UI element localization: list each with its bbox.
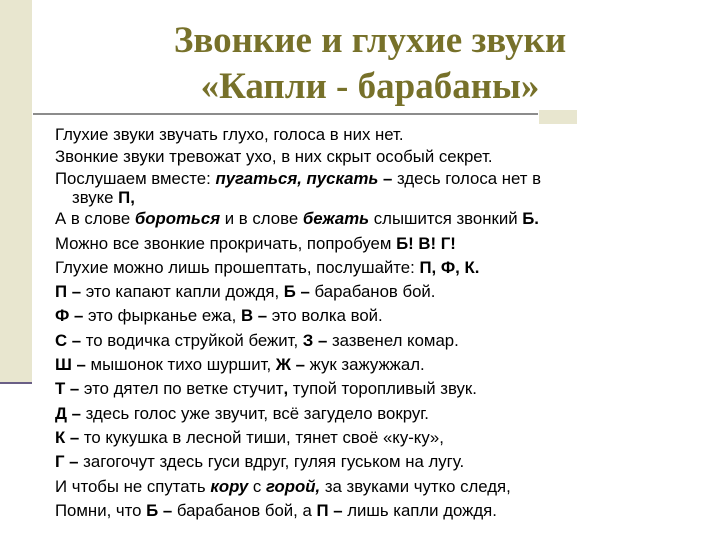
slide-title <box>110 18 630 110</box>
poem-line-9 <box>55 329 710 353</box>
poem-line-15 <box>55 475 710 499</box>
poem-line-3-continuation <box>55 189 710 207</box>
emphasis-run: бороться <box>134 209 221 229</box>
text-run: мышонок тихо шуршит, <box>90 355 276 375</box>
bold-run: П – <box>55 282 86 302</box>
text-run: это капают капли дождя, <box>85 282 284 302</box>
emphasis-run: пугаться, пускать <box>215 169 379 189</box>
text-run: это волка вой. <box>271 306 383 326</box>
text-run: Глухие можно лишь прошептать, послушайте: <box>55 257 420 277</box>
text-run: здесь голос уже звучит, всё загудело вокруг. <box>85 403 429 423</box>
bold-run: – <box>378 169 393 189</box>
text-run: тупой торопливый звук. <box>288 379 477 399</box>
text-run: с <box>248 476 266 496</box>
bold-run: Д – <box>55 403 86 423</box>
text-run: Звонкие звуки тревожат ухо, в них скрыт особый секрет. <box>55 147 493 166</box>
text-run: то водичка струйкой бежит, <box>85 330 303 350</box>
title-divider <box>33 113 538 115</box>
text-run: лишь капли дождя. <box>347 500 497 520</box>
emphasis-run: кору <box>210 476 249 496</box>
emphasis-run: горой, <box>265 476 321 496</box>
poem-line-12 <box>55 402 710 426</box>
poem-line-1 <box>55 125 710 145</box>
text-run: загогочут здесь гуси вдруг, гуляя гуськом на лугу. <box>83 452 465 472</box>
title-line-2: «Капли - барабаны» <box>200 66 540 107</box>
bold-run: Б! В! Г! <box>396 233 456 253</box>
bold-run: Б – <box>283 282 315 302</box>
bold-run: Т – <box>55 379 84 399</box>
text-run: Помни, что <box>55 500 147 520</box>
bold-run: Г – <box>55 452 84 472</box>
bold-run: П, <box>118 188 135 208</box>
poem-body <box>55 125 710 523</box>
poem-line-3 <box>55 169 710 189</box>
bold-run: З – <box>302 330 332 350</box>
text-run: за звуками чутко следя, <box>320 476 511 496</box>
bold-run: Ш – <box>55 355 91 375</box>
text-run: звуке <box>72 188 119 208</box>
poem-line-6 <box>55 256 710 280</box>
bold-run: , <box>283 379 289 399</box>
text-run: жук зажужжал. <box>309 355 425 375</box>
text-run: Глухие звуки звучать глухо, голоса в них нет. <box>55 125 404 144</box>
poem-line-16 <box>55 499 710 523</box>
poem-line-8 <box>55 304 710 328</box>
bold-run: П – <box>316 500 348 520</box>
text-run: барабанов бой, а <box>176 500 317 520</box>
left-bar-rule <box>0 382 32 384</box>
text-run: и в слове <box>220 209 303 229</box>
text-run: И чтобы не спутать <box>55 476 211 496</box>
bold-run: Ж – <box>275 355 310 375</box>
bold-run: Ф – <box>55 306 88 326</box>
poem-line-13 <box>55 426 710 450</box>
text-run: Можно все звонкие прокричать, попробуем <box>55 233 397 253</box>
accent-box <box>539 110 577 124</box>
text-run: то кукушка в лесной тиши, тянет своё «ку-ку», <box>83 427 444 447</box>
bold-run: Б. <box>522 209 539 229</box>
bold-run: С – <box>55 330 86 350</box>
poem-line-14 <box>55 450 710 474</box>
poem-line-7 <box>55 280 710 304</box>
text-run: А в слове <box>55 209 135 229</box>
poem-line-10 <box>55 353 710 377</box>
poem-line-2 <box>55 145 710 169</box>
poem-line-5 <box>55 232 710 256</box>
bold-run: Б – <box>146 500 177 520</box>
text-run: это фырканье ежа, <box>87 306 241 326</box>
title-line-1: Звонкие и глухие звуки <box>173 20 567 61</box>
left-decorative-bar <box>0 0 32 382</box>
bold-run: В – <box>240 306 272 326</box>
poem-line-11 <box>55 377 710 401</box>
poem-line-4 <box>55 207 710 231</box>
text-run: барабанов бой. <box>314 282 436 302</box>
emphasis-run: бежать <box>302 209 370 229</box>
text-run: Послушаем вместе: <box>55 169 216 189</box>
bold-run: К – <box>55 427 84 447</box>
text-run: здесь голоса нет в <box>392 169 542 189</box>
text-run: это дятел по ветке стучит <box>83 379 284 399</box>
text-run: слышится звонкий <box>369 209 523 229</box>
text-run: зазвенел комар. <box>331 330 459 350</box>
bold-run: П, Ф, К. <box>419 257 480 277</box>
